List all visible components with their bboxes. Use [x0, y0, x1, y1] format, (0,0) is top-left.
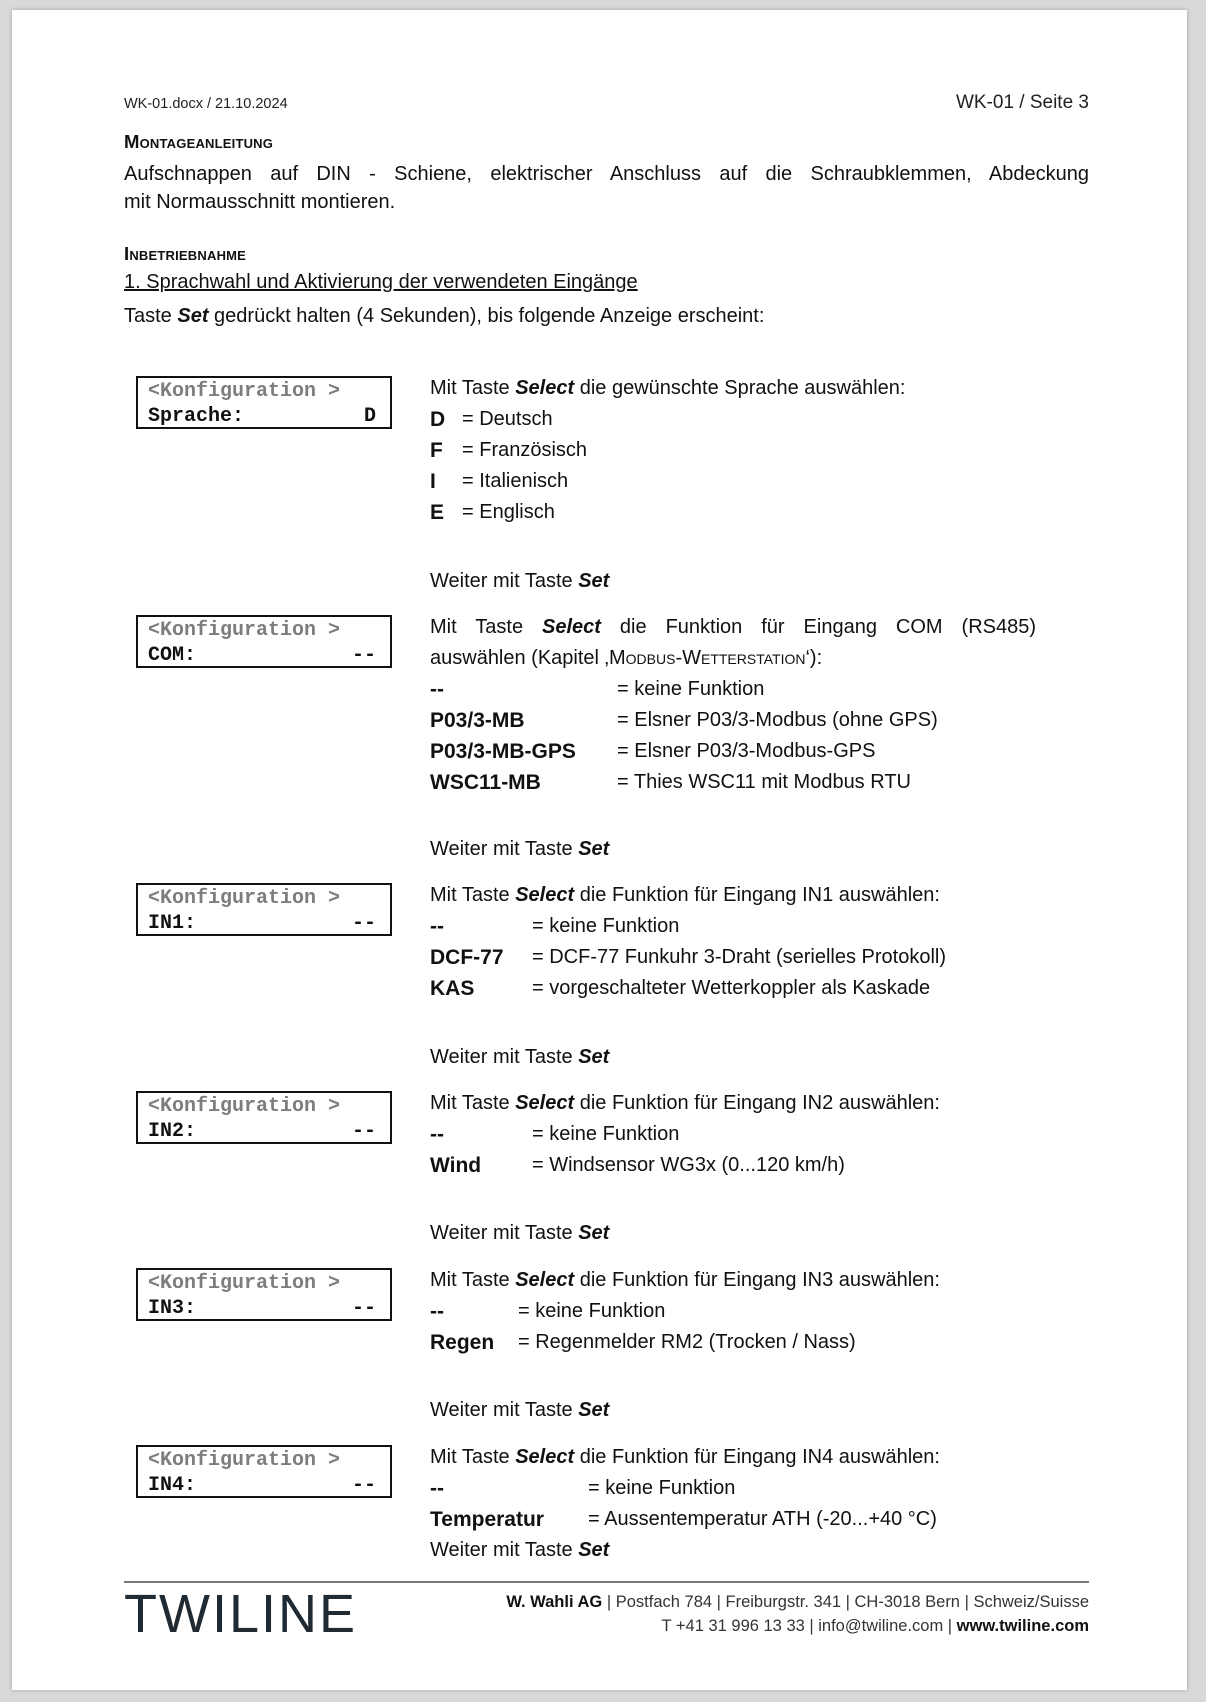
weiter-set-line — [430, 1222, 609, 1245]
lcd-title: <Konfiguration > — [148, 380, 341, 403]
intro-text: die Funktion für Eingang COM (RS485) — [600, 616, 1037, 638]
option-key: -- — [430, 915, 444, 938]
option-desc: = Regenmelder RM2 (Trocken / Nass) — [518, 1331, 856, 1353]
section-com — [430, 612, 1036, 798]
option-row — [430, 674, 1036, 705]
footer-divider — [124, 1581, 1089, 1583]
key-set: Set — [578, 1222, 610, 1244]
key-select: Select — [515, 1446, 575, 1468]
weiter-text: Weiter mit Taste — [430, 1046, 579, 1068]
section-intro — [430, 880, 1050, 911]
option-desc: = keine Funktion — [617, 678, 765, 700]
company-name: W. Wahli AG — [506, 1593, 603, 1611]
weiter-text: Weiter mit Taste — [430, 1539, 579, 1561]
lcd-value: -- — [351, 1120, 376, 1143]
option-key: -- — [430, 1123, 444, 1146]
weiter-set-line — [430, 570, 609, 593]
key-select: Select — [515, 884, 575, 906]
intro-text: die Funktion für Eingang IN1 auswählen: — [574, 884, 940, 906]
section-intro — [430, 1265, 1050, 1296]
option-desc: = keine Funktion — [532, 1123, 680, 1145]
lcd-title: <Konfiguration > — [148, 887, 341, 910]
option-key: D — [430, 408, 446, 431]
option-desc: = Italienisch — [462, 470, 569, 492]
montage-text — [124, 160, 1089, 216]
option-row — [430, 1119, 1050, 1150]
option-desc: = Thies WSC11 mit Modbus RTU — [617, 771, 911, 793]
option-row — [430, 736, 1036, 767]
weiter-set-line — [430, 1535, 1050, 1566]
lcd-display-in3 — [136, 1268, 392, 1321]
option-key: -- — [430, 1300, 444, 1323]
option-desc: = DCF-77 Funkuhr 3-Draht (serielles Protokoll) — [532, 946, 947, 968]
option-key: Wind — [430, 1154, 482, 1177]
weiter-set-line — [430, 1046, 609, 1069]
mit-taste-text: Mit Taste — [430, 1446, 516, 1468]
option-row — [430, 466, 1050, 497]
key-set: Set — [578, 838, 610, 860]
option-key: P03/3-MB — [430, 709, 525, 732]
option-row — [430, 1296, 1050, 1327]
intro-text-post: ‘): — [805, 647, 823, 669]
section-in3 — [430, 1265, 1050, 1358]
option-row — [430, 1473, 1050, 1504]
lcd-value: -- — [351, 644, 376, 667]
option-row — [430, 435, 1050, 466]
logo-text: TWILINE — [124, 1584, 358, 1642]
twiline-logo — [124, 1584, 424, 1647]
lcd-label: Sprache: — [148, 405, 245, 428]
section-intro — [430, 612, 1036, 643]
company-website[interactable]: www.twiline.com — [956, 1617, 1089, 1635]
lcd-label: COM: — [148, 644, 197, 667]
option-key: Temperatur — [430, 1508, 544, 1531]
lcd-title: <Konfiguration > — [148, 1449, 341, 1472]
option-key: I — [430, 470, 436, 493]
option-desc: = Französisch — [462, 439, 588, 461]
twiline-logo-graphic — [124, 1584, 424, 1642]
inbetrieb-subtitle — [124, 268, 1089, 296]
option-desc: = Aussentemperatur ATH (-20...+40 °C) — [588, 1508, 937, 1530]
option-row — [430, 1327, 1050, 1358]
lcd-value: -- — [351, 1474, 376, 1497]
option-key: Regen — [430, 1331, 495, 1354]
option-row — [430, 911, 1050, 942]
option-desc: = Elsner P03/3-Modbus (ohne GPS) — [617, 709, 938, 731]
option-key: E — [430, 501, 445, 524]
option-desc: = keine Funktion — [532, 915, 680, 937]
intro-key-set: Set — [177, 305, 209, 327]
footer-address-block — [506, 1590, 1089, 1638]
lcd-value: D — [363, 405, 376, 428]
lcd-value: -- — [351, 1297, 376, 1320]
lcd-label: IN1: — [148, 912, 197, 935]
key-select: Select — [515, 377, 575, 399]
footer-contact-line — [506, 1614, 1089, 1638]
option-key: P03/3-MB-GPS — [430, 740, 576, 763]
intro-text: die Funktion für Eingang IN4 auswählen: — [574, 1446, 940, 1468]
header-file-date: WK-01.docx / 21.10.2024 — [124, 96, 288, 112]
option-key: F — [430, 439, 443, 462]
option-row — [430, 767, 1036, 798]
lcd-label: IN3: — [148, 1297, 197, 1320]
heading-montageanleitung: Montageanleitung — [124, 131, 274, 152]
option-row — [430, 973, 1050, 1004]
heading-inbetriebnahme: Inbetriebnahme — [124, 243, 247, 264]
chapter-reference: Modbus-Wetterstation — [609, 647, 806, 669]
option-key: DCF-77 — [430, 946, 504, 969]
mit-taste-text: Mit Taste — [430, 1269, 516, 1291]
intro-text-pre: Taste — [124, 305, 178, 327]
section-in2 — [430, 1088, 1050, 1181]
option-row — [430, 1150, 1050, 1181]
option-desc: = Deutsch — [462, 408, 553, 430]
lcd-display-in2 — [136, 1091, 392, 1144]
mit-taste-text: Mit Taste — [430, 884, 516, 906]
option-row — [430, 404, 1050, 435]
option-desc: = vorgeschalteter Wetterkoppler als Kaskade — [532, 977, 931, 999]
option-row — [430, 705, 1036, 736]
section-sprache — [430, 373, 1050, 528]
key-select: Select — [542, 616, 601, 638]
section-intro — [430, 1088, 1050, 1119]
option-key: -- — [430, 1477, 444, 1500]
section-in4 — [430, 1442, 1050, 1566]
montage-line-2: mit Normausschnitt montieren. — [124, 191, 396, 213]
inbetrieb-intro — [124, 302, 1089, 330]
weiter-set-line — [430, 838, 609, 861]
section-in1 — [430, 880, 1050, 1004]
montage-line-1: Aufschnappen auf DIN - Schiene, elektrischer Anschluss auf die Schraubklemmen, Abdeckung — [124, 163, 1089, 185]
key-select: Select — [515, 1269, 575, 1291]
key-select: Select — [515, 1092, 575, 1114]
weiter-set-line — [430, 1399, 609, 1422]
option-row — [430, 497, 1050, 528]
intro-text: die Funktion für Eingang IN2 auswählen: — [574, 1092, 940, 1114]
intro-text-post: gedrückt halten (4 Sekunden), bis folgende Anzeige erscheint: — [208, 305, 765, 327]
mit-taste-text: Mit Taste — [430, 1092, 516, 1114]
weiter-text: Weiter mit Taste — [430, 570, 579, 592]
option-key: KAS — [430, 977, 475, 1000]
intro-text: die Funktion für Eingang IN3 auswählen: — [574, 1269, 940, 1291]
company-contact: T +41 31 996 13 33 | info@twiline.com | — [661, 1617, 957, 1635]
option-row — [430, 1504, 1050, 1535]
section-intro — [430, 1442, 1050, 1473]
weiter-text: Weiter mit Taste — [430, 1399, 579, 1421]
option-desc: = Englisch — [462, 501, 555, 523]
lcd-title: <Konfiguration > — [148, 1272, 341, 1295]
footer-address-line — [506, 1590, 1089, 1614]
key-set: Set — [578, 1539, 610, 1561]
company-address: | Postfach 784 | Freiburgstr. 341 | CH-3018 Bern | Schweiz/Suisse — [602, 1593, 1089, 1611]
lcd-title: <Konfiguration > — [148, 1095, 341, 1118]
lcd-display-sprache — [136, 376, 392, 429]
section-intro-line-2 — [430, 643, 1036, 674]
header-page-number: WK-01 / Seite 3 — [955, 92, 1089, 113]
lcd-display-in1 — [136, 883, 392, 936]
mit-taste-text: Mit Taste — [430, 616, 543, 638]
option-row — [430, 942, 1050, 973]
document-page — [12, 10, 1187, 1690]
option-key: -- — [430, 678, 444, 701]
lcd-value: -- — [351, 912, 376, 935]
option-desc: = keine Funktion — [518, 1300, 666, 1322]
option-desc: = Windsensor WG3x (0...120 km/h) — [532, 1154, 845, 1176]
lcd-display-com — [136, 615, 392, 668]
mit-taste-text: Mit Taste — [430, 377, 516, 399]
intro-text: die gewünschte Sprache auswählen: — [574, 377, 906, 399]
key-set: Set — [578, 1399, 610, 1421]
subtitle-sprachwahl: 1. Sprachwahl und Aktivierung der verwendeten Eingänge — [124, 271, 638, 293]
weiter-text: Weiter mit Taste — [430, 1222, 579, 1244]
key-set: Set — [578, 570, 610, 592]
lcd-label: IN2: — [148, 1120, 197, 1143]
option-desc: = keine Funktion — [588, 1477, 736, 1499]
lcd-label: IN4: — [148, 1474, 197, 1497]
section-intro — [430, 373, 1050, 404]
weiter-text: Weiter mit Taste — [430, 838, 579, 860]
intro-text-pre: auswählen (Kapitel ‚ — [430, 647, 609, 669]
lcd-title: <Konfiguration > — [148, 619, 341, 642]
key-set: Set — [578, 1046, 610, 1068]
lcd-display-in4 — [136, 1445, 392, 1498]
option-key: WSC11-MB — [430, 771, 541, 794]
option-desc: = Elsner P03/3-Modbus-GPS — [617, 740, 876, 762]
